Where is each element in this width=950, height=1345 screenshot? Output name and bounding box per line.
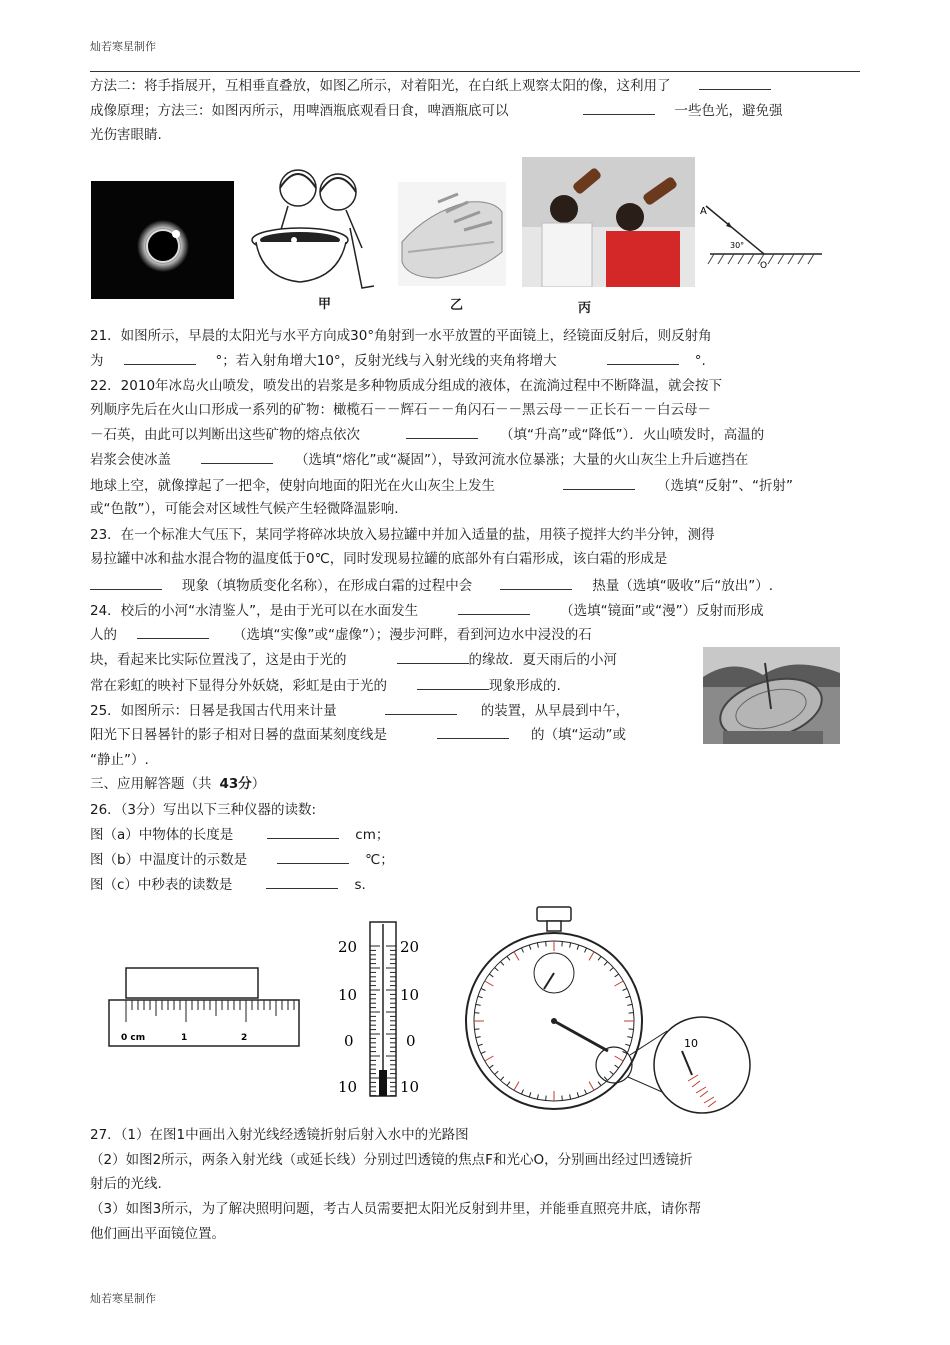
bottle-viewing-photo [522, 157, 695, 287]
answer-blank[interactable] [583, 101, 655, 115]
answer-blank[interactable] [90, 576, 162, 590]
ray-label-o: O [760, 261, 768, 271]
q25-line1: 25．如图所示：日晷是我国古代用来计量 的装置，从早晨到中午， [90, 703, 630, 719]
answer-blank[interactable] [267, 825, 339, 839]
thermo-tick-right-0: 0 [406, 1032, 416, 1050]
method-two-line: 方法二：将手指展开，互相垂直叠放，如图乙所示，对着阳光，在白纸上观察太阳的像，这利用了 [90, 76, 777, 95]
section-three-heading: 三、应用解答题（共 43分） [90, 776, 266, 792]
q27-line3: 射后的光线. [90, 1176, 162, 1192]
answer-blank[interactable] [124, 351, 196, 365]
q21-line2: 为 °；若入射角增大10°，反射光线与入射光线的夹角将增大 °. [90, 353, 706, 369]
q23-line1: 23．在一个标准大气压下，某同学将碎冰块放入易拉罐中并加入适量的盐，用筷子搅拌大约半分钟，测得 [90, 527, 715, 543]
q23-line2: 易拉罐中冰和盐水混合物的温度低于0℃，同时发现易拉罐的底部外有白霜形成，该白霜的形成是 [90, 551, 668, 567]
stopwatch-tick [546, 1096, 547, 1101]
q23-line3: 现象（填物质变化名称），在形成白霜的过程中会 热量（选填“吸收”后“放出”）. [90, 576, 773, 595]
answer-blank[interactable] [277, 850, 349, 864]
ruler-label-1: 1 [181, 1033, 188, 1043]
stopwatch-tick [629, 1029, 634, 1030]
thermo-tick-right-10: 10 [400, 986, 420, 1004]
answer-blank[interactable] [699, 76, 771, 90]
stopwatch-tick [474, 1029, 479, 1030]
answer-blank[interactable] [397, 650, 469, 664]
figure-caption-yi: 乙 [450, 298, 464, 313]
stopwatch-tick [546, 941, 547, 946]
q22-line6: 或“色散”），可能会对区域性气候产生轻微降温影响. [90, 501, 399, 517]
crossed-hands-photo [398, 182, 506, 286]
kids-with-basin-drawing [250, 158, 380, 298]
thermometer-figure [336, 920, 436, 1100]
stopwatch-tick [474, 1013, 479, 1014]
q27-line5: 他们画出平面镜位置。 [90, 1226, 225, 1242]
answer-blank[interactable] [563, 476, 635, 490]
stopwatch-tick [629, 1013, 634, 1014]
q22-line5: 地球上空，就像撑起了一把伞，使射向地面的阳光在火山灰尘上发生 （选填“反射”、“折射” [90, 478, 793, 494]
thermo-tick-left-neg10: 10 [338, 1078, 358, 1096]
answer-blank[interactable] [607, 351, 679, 365]
answer-blank[interactable] [437, 725, 509, 739]
q24-line2: 人的 （选填“实像”或“虚像”）；漫步河畔，看到河边水中浸没的石 [90, 627, 592, 643]
q27-line4: （3）如图3所示，为了解决照明问题，考古人员需要把太阳光反射到井里，并能垂直照亮井底，请你帮 [90, 1201, 702, 1217]
ruler-figure [105, 960, 305, 1050]
q26-a: 图（a）中物体的长度是 cm； [90, 827, 390, 843]
answer-blank[interactable] [385, 701, 457, 715]
q22-line1: 22．2010年冰岛火山喷发，喷发出的岩浆是多种物质成分组成的液体，在流淌过程中不断降温，就会按下 [90, 378, 723, 394]
figure-caption-bing: 丙 [578, 301, 592, 316]
eclipse-ring-icon [91, 181, 234, 299]
q22-line2: 列顺序先后在火山口形成一系列的矿物：橄榄石－－辉石－－角闪石－－黑云母－－正长石－－白云母－ [90, 402, 711, 418]
stopwatch-zoom-label: 10 [684, 1037, 698, 1050]
ray-label-a: A [700, 206, 707, 217]
q27-line2: （2）如图2所示，两条入射光线（或延长线）分别过凹透镜的焦点F和光心O，分别画出经过凹透镜折 [90, 1152, 693, 1168]
q27-line1: 27．（1）在图1中画出入射光线经透镜折射后射入水中的光路图 [90, 1127, 469, 1143]
stopwatch-tick [562, 941, 563, 946]
page-footer-label: 灿若寒星制作 [90, 1292, 156, 1305]
solar-eclipse-photo [91, 181, 234, 299]
q25-line3: “静止”）. [90, 752, 149, 768]
thermo-tick-left-10: 10 [338, 986, 358, 1004]
figure-caption-jia: 甲 [318, 297, 332, 312]
q26-title: 26．（3分）写出以下三种仪器的读数: [90, 802, 317, 818]
q26-b: 图（b）中温度计的示数是 ℃； [90, 852, 394, 868]
stopwatch-tick [562, 1096, 563, 1101]
method-end-line: 光伤害眼睛. [90, 127, 162, 143]
q24-line1: 24．校后的小河“水清鉴人”，是由于光可以在水面发生 （选填“镜面”或“漫”）反射而形成 [90, 603, 764, 619]
answer-blank[interactable] [201, 450, 273, 464]
thermo-tick-left-20: 20 [338, 938, 358, 956]
ruler-label-2: 2 [241, 1033, 248, 1043]
q24-line4: 常在彩虹的映衬下显得分外妖娆，彩虹是由于光的 现象形成的. [90, 678, 561, 694]
q22-line4: 岩浆会使冰盖 （选填“熔化”或“凝固”），导致河流水位暴涨；大量的火山灰尘上升后遮挡在 [90, 452, 749, 468]
ruler-label-0: 0 cm [121, 1033, 146, 1043]
sundial-photo [703, 647, 840, 744]
q26-c: 图（c）中秒表的读数是 s. [90, 877, 366, 893]
answer-blank[interactable] [458, 601, 530, 615]
answer-blank[interactable] [137, 625, 209, 639]
thermo-tick-right-neg10: 10 [400, 1078, 420, 1096]
method-three-line: 成像原理；方法三：如图丙所示，用啤酒瓶底观看日食，啤酒瓶底可以 一些色光，避免强 [90, 103, 783, 119]
q24-line3: 块，看起来比实际位置浅了，这是由于光的 的缘故．夏天雨后的小河 [90, 652, 617, 668]
ray-mirror-diagram [698, 196, 823, 271]
q22-line3: －石英，由此可以判断出这些矿物的熔点依次 （填“升高”或“降低”）．火山喷发时，高温的 [90, 427, 765, 443]
answer-blank[interactable] [266, 875, 338, 889]
answer-blank[interactable] [500, 576, 572, 590]
ray-angle-label: 30° [730, 241, 745, 250]
page-header-label: 灿若寒星制作 [90, 40, 156, 53]
q21-line1: 21．如图所示，早晨的太阳光与水平方向成30°角射到一水平放置的平面镜上，经镜面反射后，则反射角 [90, 328, 712, 344]
answer-blank[interactable] [406, 425, 478, 439]
header-rule [90, 71, 860, 72]
thermo-tick-right-20: 20 [400, 938, 420, 956]
answer-blank[interactable] [417, 676, 489, 690]
stopwatch-figure [462, 905, 754, 1115]
q25-line2: 阳光下日晷晷针的影子相对日晷的盘面某刻度线是 的（填“运动”或 [90, 727, 626, 743]
thermo-tick-left-0: 0 [344, 1032, 354, 1050]
